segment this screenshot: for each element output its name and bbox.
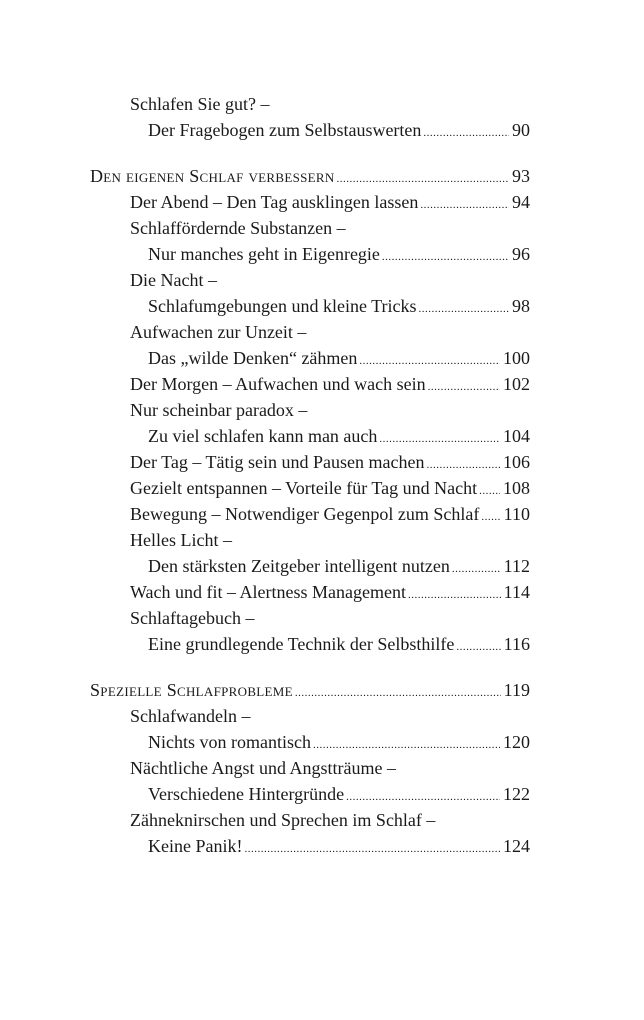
toc-page-number: 122 [503,784,530,804]
toc-entry-text: Schlaffördernde Substanzen – [130,218,346,238]
toc-entry-text: Keine Panik! [148,836,243,856]
toc-page-number: 93 [512,166,530,186]
toc-entry-text: Den stärksten Zeitgeber intelligent nutzen [148,556,450,576]
toc-entry-text: Der Fragebogen zum Selbstauswerten [148,120,422,140]
toc-entry-line [148,632,530,656]
toc-page-number: 98 [512,296,530,316]
toc-page-number: 110 [503,504,530,524]
toc-entry-line [130,268,530,292]
toc-entry-line [148,346,530,370]
toc-section-text: Spezielle Schlafprobleme [90,680,293,700]
dot-leader [452,557,501,581]
toc-entry-line [130,216,530,240]
dot-leader [313,733,500,757]
dot-leader [427,453,500,477]
dot-leader [408,583,501,607]
toc-entry-line [148,730,530,754]
toc-entry-line [148,554,530,578]
toc-entry-line [130,756,530,780]
dot-leader [359,349,500,373]
toc-page-number: 106 [503,452,530,472]
dot-leader [418,297,509,321]
toc-entry-line [130,320,530,344]
toc-entry-text: Aufwachen zur Unzeit – [130,322,307,342]
toc-entry-text: Nächtliche Angst und Angstträume – [130,758,396,778]
toc-entry-text: Eine grundlegende Technik der Selbsthilfe [148,634,455,654]
toc-entry-line [130,502,530,526]
toc-entry-line [130,808,530,832]
toc-entry-line [148,242,530,266]
dot-leader [337,167,509,191]
toc-entry-line [130,476,530,500]
toc-entry-text: Gezielt entspannen – Vorteile für Tag und Nacht [130,478,478,498]
toc-entry-text: Die Nacht – [130,270,217,290]
dot-leader [244,837,500,861]
toc-section-heading [90,164,530,188]
toc-entry-line [130,606,530,630]
toc-page-number: 100 [503,348,530,368]
toc-entry-text: Der Morgen – Aufwachen und wach sein [130,374,426,394]
toc-entry-text: Nur manches geht in Eigenregie [148,244,380,264]
dot-leader [481,505,500,529]
toc-entry-line [130,398,530,422]
toc-entry-line [148,782,530,806]
dot-leader [379,427,500,451]
toc-entry-text: Schlafwandeln – [130,706,251,726]
dot-leader [456,635,500,659]
toc-page-number: 94 [512,192,530,212]
toc-entry-text: Zähneknirschen und Sprechen im Schlaf – [130,810,436,830]
dot-leader [479,479,500,503]
toc-entry-text: Verschiedene Hintergründe [148,784,345,804]
toc-page-number: 90 [512,120,530,140]
toc-entry-line [130,92,530,116]
toc-page-number: 102 [503,374,530,394]
toc-page-number: 119 [503,680,530,700]
toc-entry-text: Helles Licht – [130,530,232,550]
toc-entry-line [130,528,530,552]
toc-page-number: 108 [503,478,530,498]
toc-section-text: Den eigenen Schlaf verbessern [90,166,335,186]
toc-entry-text: Bewegung – Notwendiger Gegenpol zum Schlaf [130,504,480,524]
toc-entry-text: Schlafen Sie gut? – [130,94,270,114]
toc-page-number: 104 [503,426,530,446]
toc-page-number: 124 [503,836,530,856]
dot-leader [420,193,509,217]
toc-entry-text: Schlaftagebuch – [130,608,255,628]
toc-entry-line [148,118,530,142]
dot-leader [295,681,501,705]
dot-leader [382,245,509,269]
dot-leader [423,121,509,145]
dot-leader [428,375,500,399]
toc-entry-line [148,294,530,318]
toc-entry-text: Das „wilde Denken“ zähmen [148,348,358,368]
toc-page-number: 112 [503,556,530,576]
toc-entry-text: Wach und fit – Alertness Management [130,582,406,602]
toc-entry-line [148,834,530,858]
toc-entry-line [130,704,530,728]
toc-page-number: 116 [503,634,530,654]
dot-leader [346,785,500,809]
toc-entry-line [148,424,530,448]
toc-entry-text: Zu viel schlafen kann man auch [148,426,378,446]
toc-entry-text: Nur scheinbar paradox – [130,400,308,420]
toc-page-number: 120 [503,732,530,752]
toc-page-number: 114 [503,582,530,602]
toc-entry-text: Schlafumgebungen und kleine Tricks [148,296,417,316]
toc-entry-line [130,580,530,604]
toc-entry-line [130,190,530,214]
toc-entry-text: Der Abend – Den Tag ausklingen lassen [130,192,419,212]
toc-entry-line [130,450,530,474]
toc-page-number: 96 [512,244,530,264]
toc-section-heading [90,678,530,702]
toc-entry-text: Der Tag – Tätig sein und Pausen machen [130,452,425,472]
toc-entry-text: Nichts von romantisch [148,732,311,752]
toc-entry-line [130,372,530,396]
